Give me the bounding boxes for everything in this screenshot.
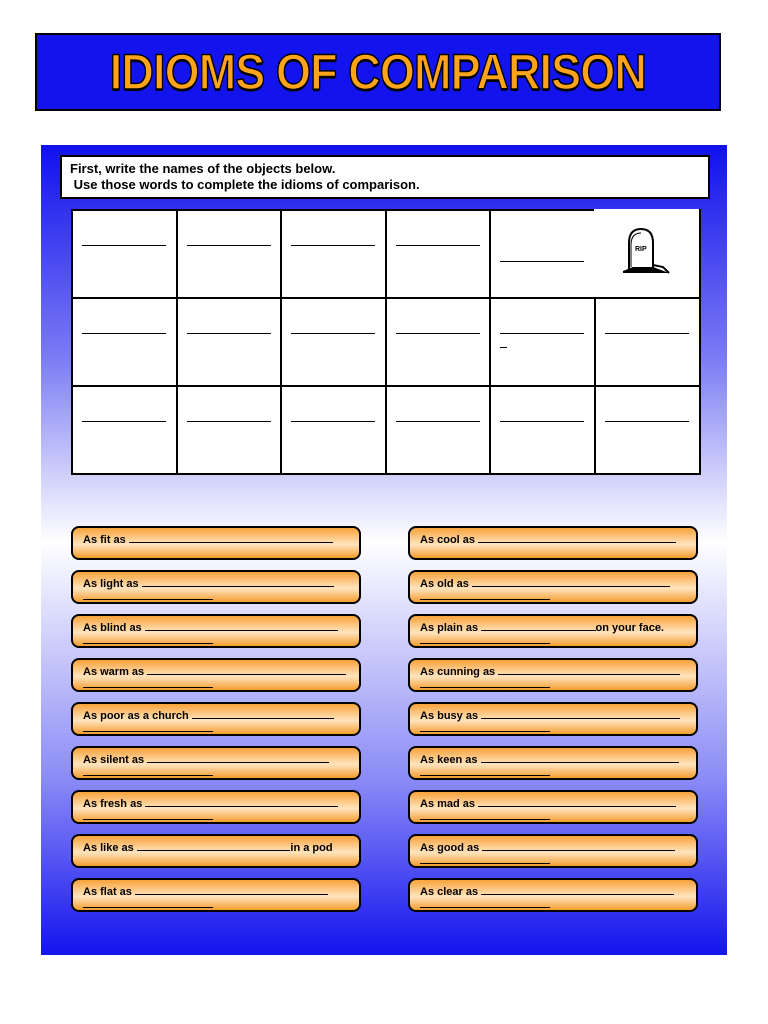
idiom-blank-2[interactable] — [83, 590, 213, 600]
idiom-blank-2[interactable] — [420, 590, 550, 600]
answer-blank[interactable] — [396, 333, 480, 334]
answer-blank[interactable] — [500, 261, 584, 262]
idiom-blank[interactable] — [481, 621, 595, 631]
idiom-line — [420, 753, 686, 766]
idiom-box-right[interactable] — [408, 878, 698, 912]
idiom-blank-2[interactable] — [83, 766, 213, 776]
idiom-text: As cool as — [420, 534, 479, 546]
idiom-line — [420, 533, 686, 546]
idiom-text: As keen as — [420, 754, 481, 766]
idiom-blank[interactable] — [137, 841, 291, 851]
answer-blank[interactable] — [187, 245, 271, 246]
idiom-line — [420, 841, 686, 854]
idiom-blank[interactable] — [135, 885, 328, 895]
idiom-box-left[interactable] — [71, 790, 361, 824]
idiom-box-left[interactable] — [71, 526, 361, 560]
idiom-box-right[interactable] — [408, 834, 698, 868]
idiom-blank-2[interactable] — [83, 634, 213, 644]
idiom-blank[interactable] — [481, 753, 679, 763]
idiom-line-2 — [83, 590, 349, 603]
idiom-blank[interactable] — [129, 533, 333, 543]
idiom-line — [420, 621, 686, 634]
idiom-blank[interactable] — [478, 533, 676, 543]
idiom-blank[interactable] — [192, 709, 334, 719]
idiom-blank[interactable] — [145, 621, 338, 631]
picture-cell — [176, 209, 282, 299]
instructions-line-2: Use those words to complete the idioms of comparison. — [70, 177, 420, 192]
idiom-line-2 — [420, 722, 686, 735]
picture-cell — [71, 209, 178, 299]
idiom-blank-2[interactable] — [83, 722, 213, 732]
idiom-blank[interactable] — [147, 753, 329, 763]
idiom-box-right[interactable] — [408, 526, 698, 560]
picture-cell — [71, 385, 178, 475]
idiom-box-left[interactable] — [71, 834, 361, 868]
idiom-text-after: on your face. — [595, 622, 664, 634]
idiom-blank[interactable] — [481, 709, 679, 719]
answer-blank[interactable] — [82, 333, 166, 334]
picture-cell — [385, 297, 491, 387]
idiom-text: As like as — [83, 842, 137, 854]
picture-cell — [280, 385, 387, 475]
idiom-box-left[interactable] — [71, 702, 361, 736]
idiom-text: As old as — [420, 578, 472, 590]
idiom-text: As poor as a church — [83, 710, 192, 722]
idiom-text: As fit as — [83, 534, 129, 546]
idiom-text: As clear as — [420, 886, 482, 898]
page-title: IDIOMS OF COMPARISON — [109, 44, 647, 100]
idiom-line-2 — [83, 634, 349, 647]
idiom-blank[interactable] — [147, 665, 345, 675]
picture-cell — [71, 297, 178, 387]
idiom-line-2 — [83, 810, 349, 823]
answer-blank[interactable] — [605, 333, 689, 334]
idiom-box-right[interactable] — [408, 658, 698, 692]
idiom-blank[interactable] — [481, 885, 674, 895]
idiom-line-2 — [420, 634, 686, 647]
idiom-blank-2[interactable] — [420, 854, 550, 864]
picture-grid — [71, 209, 699, 473]
idiom-blank[interactable] — [498, 665, 680, 675]
idiom-line-2 — [420, 766, 686, 779]
idiom-blank-2[interactable] — [420, 634, 550, 644]
picture-cell — [280, 209, 387, 299]
idiom-box-left[interactable] — [71, 878, 361, 912]
idiom-line — [420, 885, 686, 898]
idiom-box-right[interactable] — [408, 570, 698, 604]
answer-blank[interactable] — [291, 333, 375, 334]
answer-blank[interactable] — [187, 421, 271, 422]
idiom-box-right[interactable] — [408, 614, 698, 648]
idiom-blank[interactable] — [472, 577, 670, 587]
idiom-line-2 — [83, 722, 349, 735]
idiom-box-left[interactable] — [71, 614, 361, 648]
idiom-blank-2[interactable] — [420, 678, 550, 688]
idiom-line-2 — [83, 898, 349, 911]
answer-blank-extra[interactable] — [500, 347, 507, 348]
tombstone-picture — [594, 209, 699, 297]
idiom-line-2 — [420, 854, 686, 867]
idiom-line — [83, 577, 349, 590]
picture-cell — [489, 297, 596, 387]
title-banner — [35, 33, 721, 111]
idiom-blank[interactable] — [482, 841, 675, 851]
idiom-text: As flat as — [83, 886, 135, 898]
idiom-line — [83, 841, 349, 854]
idiom-line-2 — [420, 590, 686, 603]
idiom-line-2 — [83, 766, 349, 779]
idiom-text: As cunning as — [420, 666, 499, 678]
idiom-line — [83, 665, 349, 678]
idiom-line-2 — [420, 678, 686, 691]
idiom-blank[interactable] — [478, 797, 676, 807]
idiom-line — [83, 621, 349, 634]
idiom-blank-2[interactable] — [83, 898, 213, 908]
idiom-blank-2[interactable] — [420, 722, 550, 732]
idiom-line — [420, 797, 686, 810]
answer-blank[interactable] — [605, 421, 689, 422]
answer-blank[interactable] — [396, 245, 480, 246]
idiom-box-right[interactable] — [408, 702, 698, 736]
idiom-text: As good as — [420, 842, 483, 854]
idiom-text-after: in a pod — [290, 842, 333, 854]
svg-text:RIP: RIP — [635, 246, 647, 253]
idiom-blank-2[interactable] — [83, 678, 213, 688]
idiom-box-left[interactable] — [71, 658, 361, 692]
answer-blank[interactable] — [500, 333, 584, 334]
idiom-line — [420, 665, 686, 678]
idiom-text: As light as — [83, 578, 142, 590]
idiom-box-left[interactable] — [71, 746, 361, 780]
idiom-blank-2[interactable] — [420, 898, 550, 908]
idiom-line-2 — [83, 678, 349, 691]
answer-blank[interactable] — [82, 245, 166, 246]
picture-cell — [176, 297, 282, 387]
idiom-box-right[interactable] — [408, 746, 698, 780]
answer-blank[interactable] — [187, 333, 271, 334]
idiom-line — [83, 533, 349, 546]
idiom-text: As silent as — [83, 754, 148, 766]
tombstone-icon — [619, 221, 679, 281]
idiom-blank-2[interactable] — [420, 766, 550, 776]
idiom-line — [83, 885, 349, 898]
idiom-box-right[interactable] — [408, 790, 698, 824]
idiom-box-left[interactable] — [71, 570, 361, 604]
picture-cell — [280, 297, 387, 387]
idiom-text: As blind as — [83, 622, 145, 634]
idiom-blank-2[interactable] — [83, 810, 213, 820]
idiom-text: As busy as — [420, 710, 482, 722]
picture-cell — [176, 385, 282, 475]
idiom-text: As mad as — [420, 798, 479, 810]
picture-cell — [594, 385, 701, 475]
idiom-line — [420, 577, 686, 590]
idiom-text: As warm as — [83, 666, 148, 678]
picture-cell — [594, 297, 701, 387]
instructions-box — [60, 155, 710, 199]
answer-blank[interactable] — [82, 421, 166, 422]
answer-blank[interactable] — [291, 421, 375, 422]
answer-blank[interactable] — [396, 421, 480, 422]
idiom-line-2 — [420, 810, 686, 823]
answer-blank[interactable] — [500, 421, 584, 422]
instructions-line-1: First, write the names of the objects below. — [70, 161, 336, 176]
idiom-line — [83, 709, 349, 722]
idiom-line — [83, 753, 349, 766]
picture-cell — [489, 385, 596, 475]
picture-cell — [385, 209, 491, 299]
answer-blank[interactable] — [291, 245, 375, 246]
idiom-line — [83, 797, 349, 810]
picture-cell — [385, 385, 491, 475]
idiom-blank[interactable] — [145, 797, 338, 807]
idiom-text: As fresh as — [83, 798, 146, 810]
idiom-blank[interactable] — [142, 577, 335, 587]
idiom-line — [420, 709, 686, 722]
idiom-line-2 — [420, 898, 686, 911]
idiom-blank-2[interactable] — [420, 810, 550, 820]
idiom-text: As plain as — [420, 622, 482, 634]
